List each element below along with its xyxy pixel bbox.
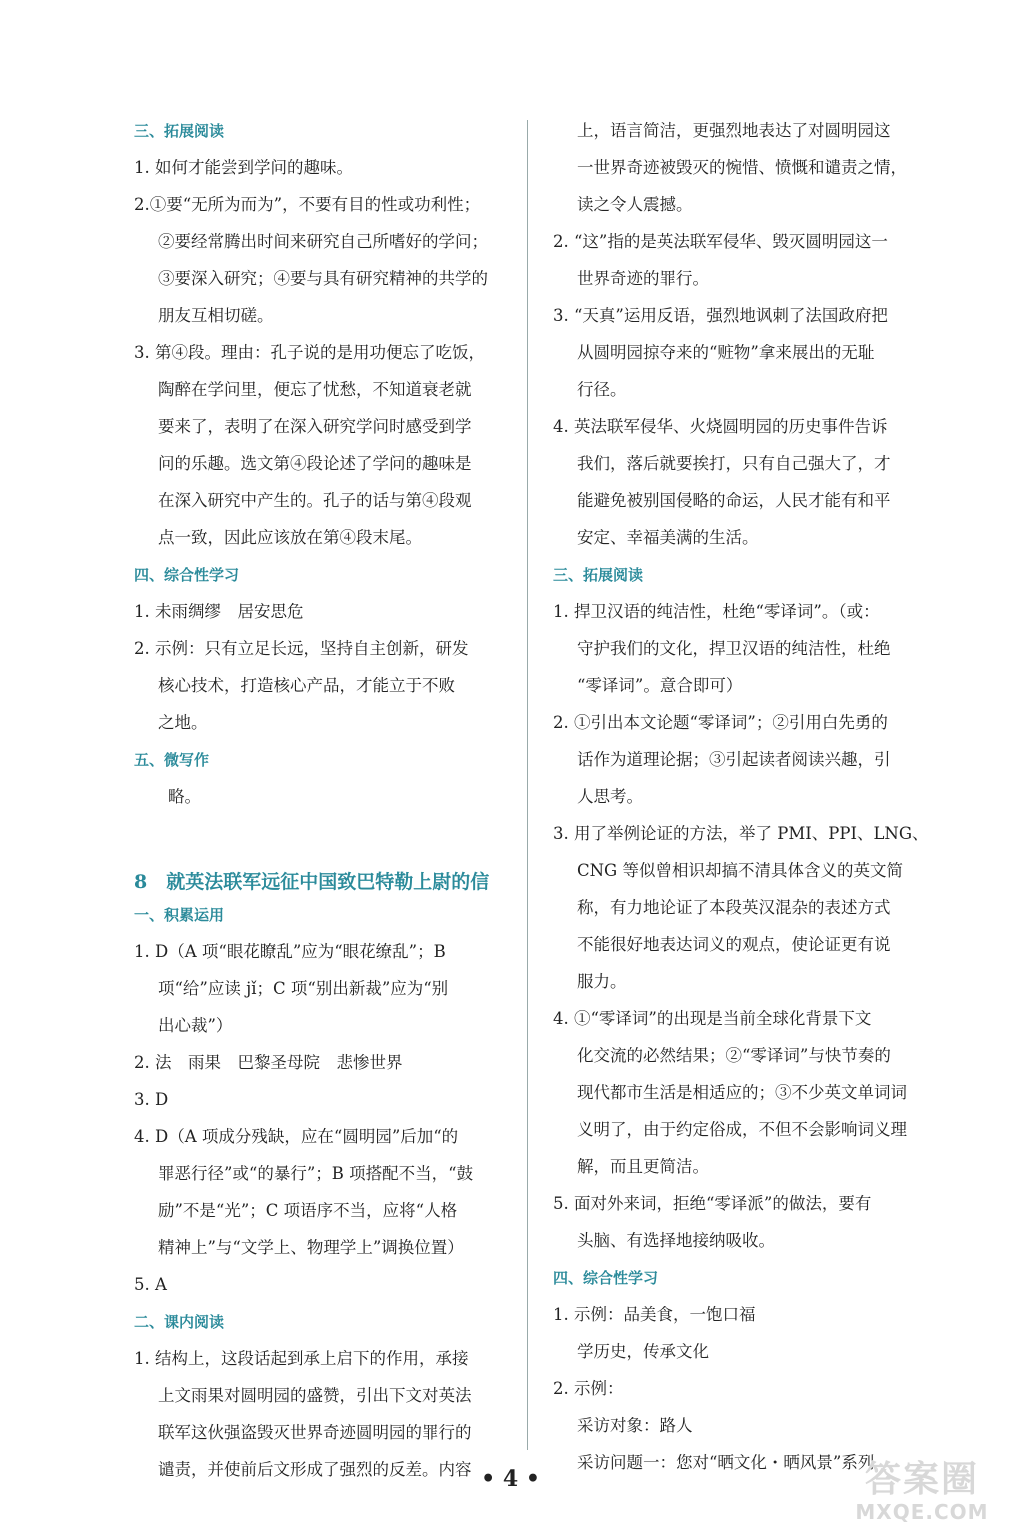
- answer-line: CNG 等似曾相识却搞不清具体含义的英文简: [577, 861, 903, 880]
- section-heading: 二、课内阅读: [134, 1313, 225, 1331]
- answer-line: 1. 捍卫汉语的纯洁性，杜绝“零译词”。（或：: [553, 602, 880, 621]
- answer-line: 守护我们的文化，捍卫汉语的纯洁性，杜绝: [577, 639, 891, 658]
- answer-line: ③要深入研究；④要与具有研究精神的共学的: [158, 269, 488, 288]
- answer-line: 从圆明园掠夺来的“赃物”拿来展出的无耻: [577, 343, 875, 362]
- answer-line: 之地。: [158, 713, 208, 732]
- answer-item: [134, 630, 506, 741]
- answer-line: 点一致，因此应该放在第④段末尾。: [158, 528, 422, 547]
- answer-line: 2. ①引出本文论题“零译词”；②引用白先勇的: [553, 713, 888, 732]
- answer-line: 不能很好地表达词义的观点，使论证更有说: [577, 935, 891, 954]
- answer-item: [134, 334, 506, 556]
- column-divider: [527, 120, 528, 1450]
- answer-line: 采访问题一：您对“晒文化・晒风景”系列: [577, 1453, 875, 1472]
- answer-line: 陶醉在学问里，便忘了忧愁，不知道衰老就: [158, 380, 472, 399]
- lesson-title: 8 就英法联军远征中国致巴特勒上尉的信: [134, 871, 490, 893]
- answer-line: “零译词”。意合即可）: [577, 676, 743, 695]
- answer-line: 1. D（A 项“眼花瞭乱”应为“眼花缭乱”；B: [134, 942, 446, 961]
- answer-line: 读之令人震撼。: [577, 195, 693, 214]
- answer-line: 在深入研究中产生的。孔子的话与第④段观: [158, 491, 472, 510]
- answer-item: [553, 815, 931, 1000]
- answer-item: [134, 593, 506, 630]
- answer-line: 行径。: [577, 380, 627, 399]
- watermark-text: 答案圈: [864, 1459, 979, 1500]
- answer-line: ②要经常腾出时间来研究自己所嗜好的学问；: [158, 232, 488, 251]
- answer-line: 4. D（A 项成分残缺，应在“圆明园”后加“的: [134, 1127, 459, 1146]
- answer-line: 现代都市生活是相适应的；③不少英文单词词: [577, 1083, 907, 1102]
- answer-line: 核心技术，打造核心产品，才能立于不败: [158, 676, 455, 695]
- answer-line: 称，有力地论证了本段英汉混杂的表述方式: [577, 898, 891, 917]
- answer-line: 1. 未雨绸缪 居安思危: [134, 602, 304, 621]
- answer-line: 2. “这”指的是英法联军侵华、毁灭圆明园这一: [553, 232, 888, 251]
- answer-line: 要来了，表明了在深入研究学问时感受到学: [158, 417, 472, 436]
- answer-line: 话作为道理论据；③引起读者阅读兴趣，引: [577, 750, 891, 769]
- answer-item: [553, 297, 931, 408]
- answer-line: 3. “天真”运用反语，强烈地讽刺了法国政府把: [553, 306, 888, 325]
- answer-item: [553, 593, 931, 704]
- left-column: [134, 112, 506, 1488]
- answer-line: 服力。: [577, 972, 627, 991]
- answer-line: 3. D: [134, 1090, 169, 1109]
- section-heading: 四、综合性学习: [553, 1269, 659, 1287]
- answer-line: 精神上”与“文学上、物理学上”调换位置）: [158, 1238, 464, 1257]
- answer-item: [134, 1118, 506, 1266]
- answer-item: [134, 1044, 506, 1081]
- answer-item: [553, 408, 931, 556]
- section-heading: 三、拓展阅读: [134, 122, 225, 140]
- answer-line: 1. 结构上，这段话起到承上启下的作用，承接: [134, 1349, 469, 1368]
- answer-line: 3. 用了举例论证的方法，举了 PMI、PPI、LNG、: [553, 824, 929, 843]
- right-column: [553, 112, 931, 1481]
- watermark-url: MXQE.COM: [855, 1500, 989, 1524]
- answer-line: 上，语言简洁，更强烈地表达了对圆明园这: [577, 121, 891, 140]
- answer-line: 联军这伙强盗毁灭世界奇迹圆明园的罪行的: [158, 1423, 472, 1442]
- answer-line: 2. 法 雨果 巴黎圣母院 悲惨世界: [134, 1053, 403, 1072]
- answer-line: 1. 如何才能尝到学问的趣味。: [134, 158, 353, 177]
- section-heading: 四、综合性学习: [134, 566, 240, 584]
- answer-line: 采访对象：路人: [577, 1416, 693, 1435]
- answer-line: 我们，落后就要挨打，只有自己强大了，才: [577, 454, 891, 473]
- answer-line: 安定、幸福美满的生活。: [577, 528, 759, 547]
- answer-item: [134, 1081, 506, 1118]
- answer-line: 一世界奇迹被毁灭的惋惜、愤慨和谴责之情，: [577, 158, 907, 177]
- answer-line: 解，而且更简洁。: [577, 1157, 709, 1176]
- section-heading: 五、微写作: [134, 751, 210, 769]
- answer-line: 4. ①“零译词”的出现是当前全球化背景下文: [553, 1009, 872, 1028]
- answer-line: 能避免被别国侵略的命运，人民才能有和平: [577, 491, 891, 510]
- answer-item: [553, 1296, 931, 1370]
- answer-item: [134, 186, 506, 334]
- answer-item: [553, 223, 931, 297]
- watermark-logo: [837, 1460, 1007, 1530]
- answer-line: 3. 第④段。理由：孔子说的是用功便忘了吃饭，: [134, 343, 485, 362]
- answer-line: 化交流的必然结果；②“零译词”与快节奏的: [577, 1046, 891, 1065]
- section-heading: 一、积累运用: [134, 906, 225, 924]
- answer-line: 世界奇迹的罪行。: [577, 269, 709, 288]
- answer-item: [553, 112, 931, 223]
- answer-line: 2.①要“无所为而为”，不要有目的性或功利性；: [134, 195, 481, 214]
- answer-line: 人思考。: [577, 787, 643, 806]
- answer-line: 5. 面对外来词，拒绝“零译派”的做法，要有: [553, 1194, 872, 1213]
- answer-line: 励”不是“光”；C 项语序不当，应将“人格: [158, 1201, 458, 1220]
- answer-line: 头脑、有选择地接纳吸收。: [577, 1231, 775, 1250]
- answer-line: 学历史，传承文化: [577, 1342, 709, 1361]
- answer-line: 问的乐趣。选文第④段论述了学问的趣味是: [158, 454, 472, 473]
- answer-line: 4. 英法联军侵华、火烧圆明园的历史事件告诉: [553, 417, 888, 436]
- answer-item: [553, 1185, 931, 1259]
- answer-item: [134, 933, 506, 1044]
- answer-line: 罪恶行径”或“的暴行”；B 项搭配不当，“鼓: [158, 1164, 474, 1183]
- answer-item: [553, 704, 931, 815]
- answer-line: 2. 示例：: [553, 1379, 624, 1398]
- answer-line: 上文雨果对圆明园的盛赞，引出下文对英法: [158, 1386, 472, 1405]
- answer-line: 义明了，由于约定俗成，不但不会影响词义理: [577, 1120, 907, 1139]
- answer-item: [134, 1266, 506, 1303]
- page-number: • 4 •: [481, 1466, 540, 1492]
- answer-line: 5. A: [134, 1275, 167, 1294]
- answer-line: 项“给”应读 jǐ；C 项“别出新裁”应为“别: [158, 979, 449, 998]
- answer-item: [134, 778, 506, 815]
- answer-item: [134, 149, 506, 186]
- answer-line: 略。: [168, 787, 201, 806]
- answer-line: 出心裁”）: [158, 1016, 233, 1035]
- answer-line: 1. 示例：品美食，一饱口福: [553, 1305, 756, 1324]
- answer-line: 谴责，并使前后文形成了强烈的反差。内容: [158, 1460, 472, 1479]
- answer-line: 朋友互相切磋。: [158, 306, 274, 325]
- answer-line: 2. 示例：只有立足长远，坚持自主创新，研发: [134, 639, 469, 658]
- section-heading: 三、拓展阅读: [553, 566, 644, 584]
- answer-item: [553, 1000, 931, 1185]
